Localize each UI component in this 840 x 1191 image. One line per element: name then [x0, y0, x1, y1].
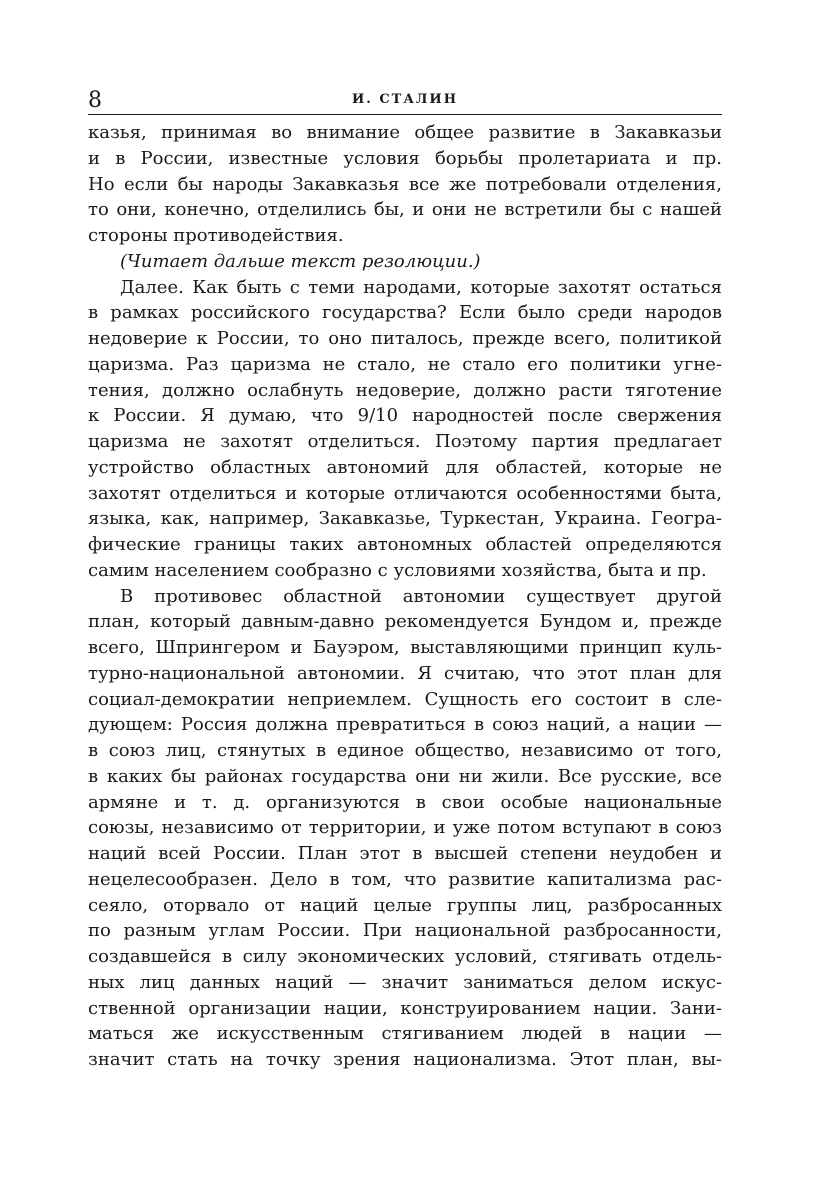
text-line: стороны противодействия. — [88, 225, 344, 246]
text-line: ных лиц данных наций — значит заниматься делом искус- — [88, 971, 722, 993]
text-line: казья, принимая во внимание общее развитие в Закавказьи — [88, 122, 722, 143]
running-title: И. СТАЛИН — [351, 92, 458, 107]
text-line: план, который давным-давно рекомендуется Бундом и, прежде — [88, 611, 722, 633]
text-line: наций всей России. План этот в высшей степени неудобен и — [88, 843, 722, 864]
text-line: В противовес областной автономии существует другой — [120, 585, 722, 607]
text-line: нецелесообразен. Дело в том, что развитие капитализма рас- — [88, 868, 722, 890]
text-line: и в России, известные условия борьбы пролетариата и пр. — [88, 147, 722, 169]
text-line: устройство областных автономий для областей, которые не — [88, 456, 722, 478]
text-line: создавшейся в силу экономических условий, стягивать отдель- — [88, 946, 722, 967]
text-line: самим населением сообразно с условиями хозяйства, быта и пр. — [88, 559, 707, 581]
text-line: фические границы таких автономных областей определяются — [88, 534, 722, 555]
text-line: социал-демократии неприемлем. Сущность его состоит в сле- — [88, 688, 722, 710]
header-rule — [88, 114, 722, 115]
text-line: тения, должно ослабнуть недоверие, должно расти тяготение — [88, 379, 722, 401]
text-line: по разным углам России. При национальной разбросанности, — [88, 920, 722, 942]
text-line: в каких бы районах государства они ни жили. Все русские, все — [88, 765, 722, 787]
text-line: к России. Я думаю, что 9/10 народностей после свержения — [88, 405, 722, 427]
text-line: Но если бы народы Закавказья все же потребовали отделения, — [88, 173, 722, 195]
text-line: маться же искусственным стягиванием людей в нации — — [88, 1023, 722, 1045]
text-line: значит стать на точку зрения национализма. Этот план, вы- — [88, 1049, 722, 1070]
stage-direction: (Читает дальше текст резолюции.) — [120, 250, 481, 272]
text-line: захотят отделиться и которые отличаются особенностями быта, — [88, 482, 722, 504]
text-body — [88, 120, 722, 1073]
text-line: в союз лиц, стянутых в единое общество, независимо от того, — [88, 740, 722, 761]
text-line: всего, Шпрингером и Бауэром, выставляющими принцип куль- — [88, 637, 722, 658]
text-line: языка, как, например, Закавказье, Туркестан, Украина. Геогра- — [88, 508, 722, 530]
text-line: армяне и т. д. организуются в свои особые национальные — [88, 791, 722, 813]
text-line: дующем: Россия должна превратиться в союз наций, а нации — — [88, 714, 722, 736]
text-line: Далее. Как быть с теми народами, которые захотят остаться — [120, 276, 722, 298]
text-line: ственной организации нации, конструированием нации. Зани- — [88, 997, 722, 1019]
text-line: в рамках российского государства? Если было среди народов — [88, 302, 722, 324]
page-number: 8 — [88, 88, 102, 113]
text-line: союзы, независимо от территории, и уже потом вступают в союз — [88, 817, 722, 839]
text-line: царизма. Раз царизма не стало, не стало его политики угне- — [88, 353, 722, 375]
page-header — [88, 88, 722, 113]
text-line: турно-национальной автономии. Я считаю, что этот план для — [88, 662, 722, 684]
text-line: недоверие к России, то оно питалось, прежде всего, политикой — [88, 328, 722, 349]
text-line: сеяло, оторвало от наций целые группы лиц, разбросанных — [88, 894, 722, 916]
text-line: то они, конечно, отделились бы, и они не встретили бы с нашей — [88, 199, 722, 221]
text-line: царизма не захотят отделиться. Поэтому партия предлагает — [88, 431, 722, 452]
